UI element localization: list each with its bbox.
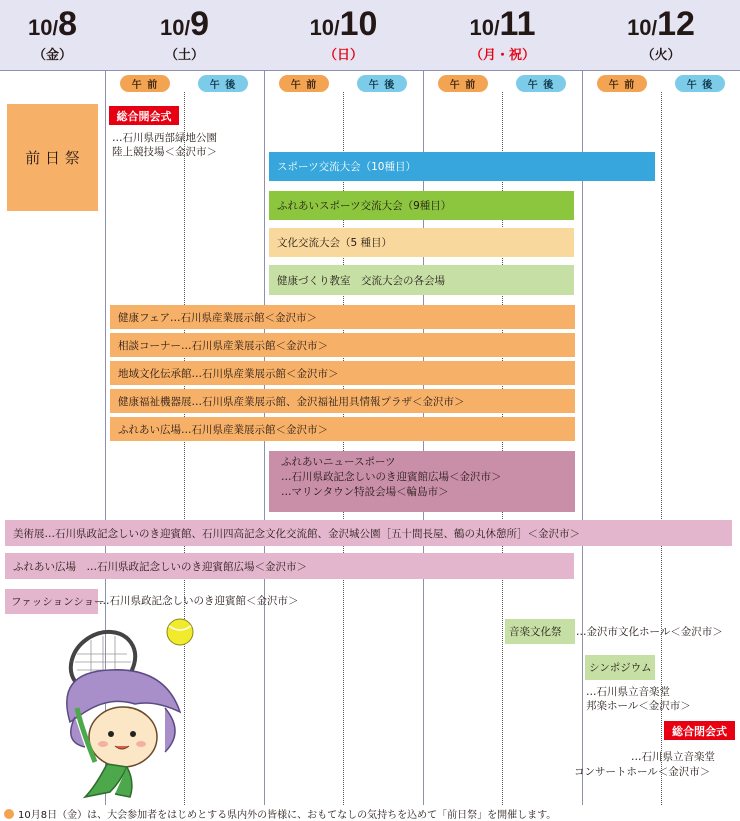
bar-kenko-kyoshitsu: 健康づくり教室 交流大会の各会場 (269, 265, 574, 295)
bar-chiiki: 地域文化伝承館…石川県産業展示館＜金沢市＞ (110, 361, 575, 385)
bar-sodan: 相談コーナー…石川県産業展示館＜金沢市＞ (110, 333, 575, 357)
bar-bunka: 文化交流大会（5 種目） (269, 228, 574, 257)
bar-hiroba-2: ふれあい広場 …石川県政記念しいのき迎賓館広場＜金沢市＞ (5, 553, 574, 579)
new-sports-venue-2: …マリンタウン特設会場＜輪島市＞ (281, 486, 449, 498)
symposium-venue-1: …石川県立音楽堂 (586, 686, 670, 698)
pm-label: 午 後 (675, 75, 725, 92)
bar-kenko-fair: 健康フェア…石川県産業展示館＜金沢市＞ (110, 305, 575, 329)
pm-label: 午 後 (357, 75, 407, 92)
pm-label: 午 後 (198, 75, 248, 92)
weekday-label: （金） (32, 48, 72, 63)
new-sports-venue-1: …石川県政記念しいのき迎賓館広場＜金沢市＞ (281, 471, 502, 483)
mascot-face (89, 707, 157, 767)
symposium-venue-2: 邦楽ホール＜金沢市＞ (586, 700, 691, 712)
weekday-label: （火） (641, 48, 681, 63)
day-header-3: 10/10 （日） (264, 0, 424, 70)
day-header-5: 10/12 （火） (582, 0, 740, 70)
am-label: 午 前 (120, 75, 170, 92)
day-header-2: 10/9 （土） (105, 0, 265, 70)
bar-fashion: ファッションショー (5, 589, 98, 614)
fashion-venue: …石川県政記念しいのき迎賓館＜金沢市＞ (99, 595, 299, 607)
bar-fukushi: 健康福祉機器展…石川県産業展示館、金沢福祉用具情報プラザ＜金沢市＞ (110, 389, 575, 413)
new-sports-title: ふれあいニュースポーツ (281, 456, 396, 468)
opening-venue-2: 陸上競技場＜金沢市＞ (112, 146, 217, 158)
bar-bijutsu: 美術展…石川県政記念しいのき迎賓館、石川四高記念文化交流館、金沢城公園［五十間長屋、鶴の丸休憩所］＜金沢市＞ (5, 520, 732, 546)
weekday-label: （土） (164, 48, 204, 63)
am-label: 午 前 (279, 75, 329, 92)
day-header-4: 10/11 （月・祝） (423, 0, 583, 70)
header-divider (0, 70, 740, 71)
closing-venue-1: …石川県立音楽堂 (631, 751, 715, 763)
opening-ceremony-label: 総合開会式 (109, 106, 179, 125)
closing-venue-2: コンサートホール＜金沢市＞ (574, 766, 711, 778)
weekday-label: （日） (323, 48, 363, 63)
mascot-illustration (15, 612, 225, 802)
closing-ceremony-label: 総合閉会式 (664, 721, 735, 740)
pm-label: 午 後 (516, 75, 566, 92)
bullet-icon (4, 809, 14, 819)
footnote (4, 806, 556, 821)
weekday-label: （月・祝） (469, 48, 535, 63)
ongaku-venue: …金沢市文化ホール＜金沢市＞ (576, 626, 723, 638)
tennis-ball-icon (167, 619, 193, 645)
bar-symposium: シンポジウム (585, 655, 655, 680)
am-label: 午 前 (597, 75, 647, 92)
bar-hiroba: ふれあい広場…石川県産業展示館＜金沢市＞ (110, 417, 575, 441)
opening-venue-1: …石川県西部緑地公園 (112, 132, 217, 144)
bar-fureai-sports: ふれあいスポーツ交流大会（9種目） (269, 191, 574, 220)
new-sports-block (269, 451, 575, 512)
day-header-1: 10/8 （金） (0, 0, 106, 70)
bar-ongaku: 音楽文化祭 (505, 619, 575, 644)
footnote-text: 10月8日（金）は、大会参加者をはじめとする県内外の皆様に、おもてなしの気持ちを込めて「前日祭」を開催します。 (18, 810, 557, 821)
am-label: 午 前 (438, 75, 488, 92)
bar-sports: スポーツ交流大会（10種目） (269, 152, 655, 181)
zenjitsusai-block: 前 日 祭 (7, 104, 98, 211)
